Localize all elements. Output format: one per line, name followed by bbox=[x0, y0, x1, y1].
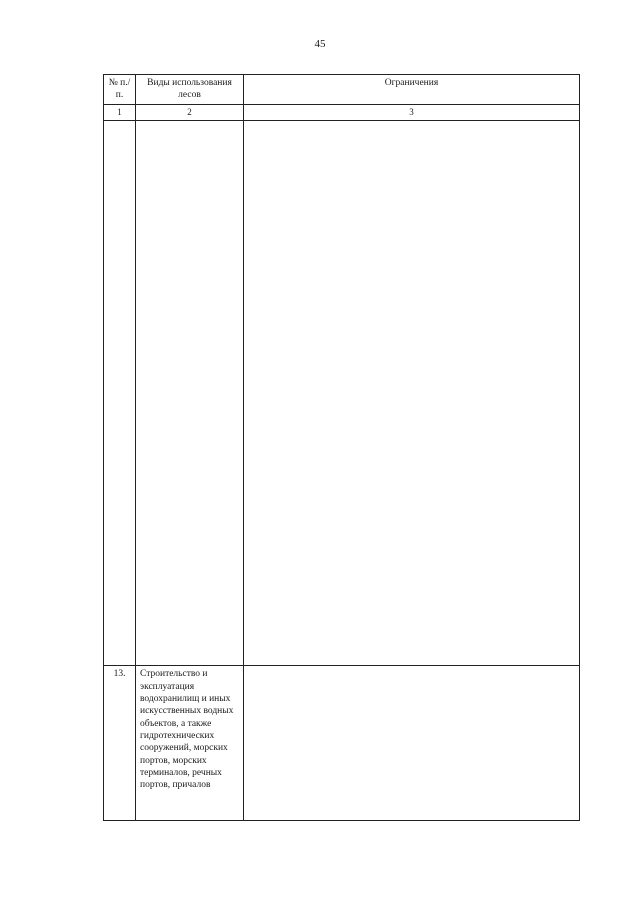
column-number: 3 bbox=[244, 104, 580, 121]
row-restrictions bbox=[244, 666, 580, 821]
row-number bbox=[104, 121, 136, 666]
column-number-row bbox=[104, 104, 580, 121]
table-header-row bbox=[104, 75, 580, 105]
row-restrictions bbox=[244, 121, 580, 666]
row-usage-type bbox=[136, 121, 244, 666]
header-usage-type: Виды использования лесов bbox=[136, 75, 244, 105]
header-number: № п./п. bbox=[104, 75, 136, 105]
row-number: 13. bbox=[104, 666, 136, 821]
row-usage-type: Строительство и эксплуатация водохранилищ и иных искусственных водных объектов, а также гидротехнических сооружений, морских портов, морских терминалов, речных портов, причалов bbox=[136, 666, 244, 821]
table-row bbox=[104, 666, 580, 821]
header-restrictions: Ограничения bbox=[244, 75, 580, 105]
column-number: 2 bbox=[136, 104, 244, 121]
page-number: 45 bbox=[314, 38, 326, 50]
table-row bbox=[104, 121, 580, 666]
column-number: 1 bbox=[104, 104, 136, 121]
restrictions-table bbox=[103, 74, 580, 821]
